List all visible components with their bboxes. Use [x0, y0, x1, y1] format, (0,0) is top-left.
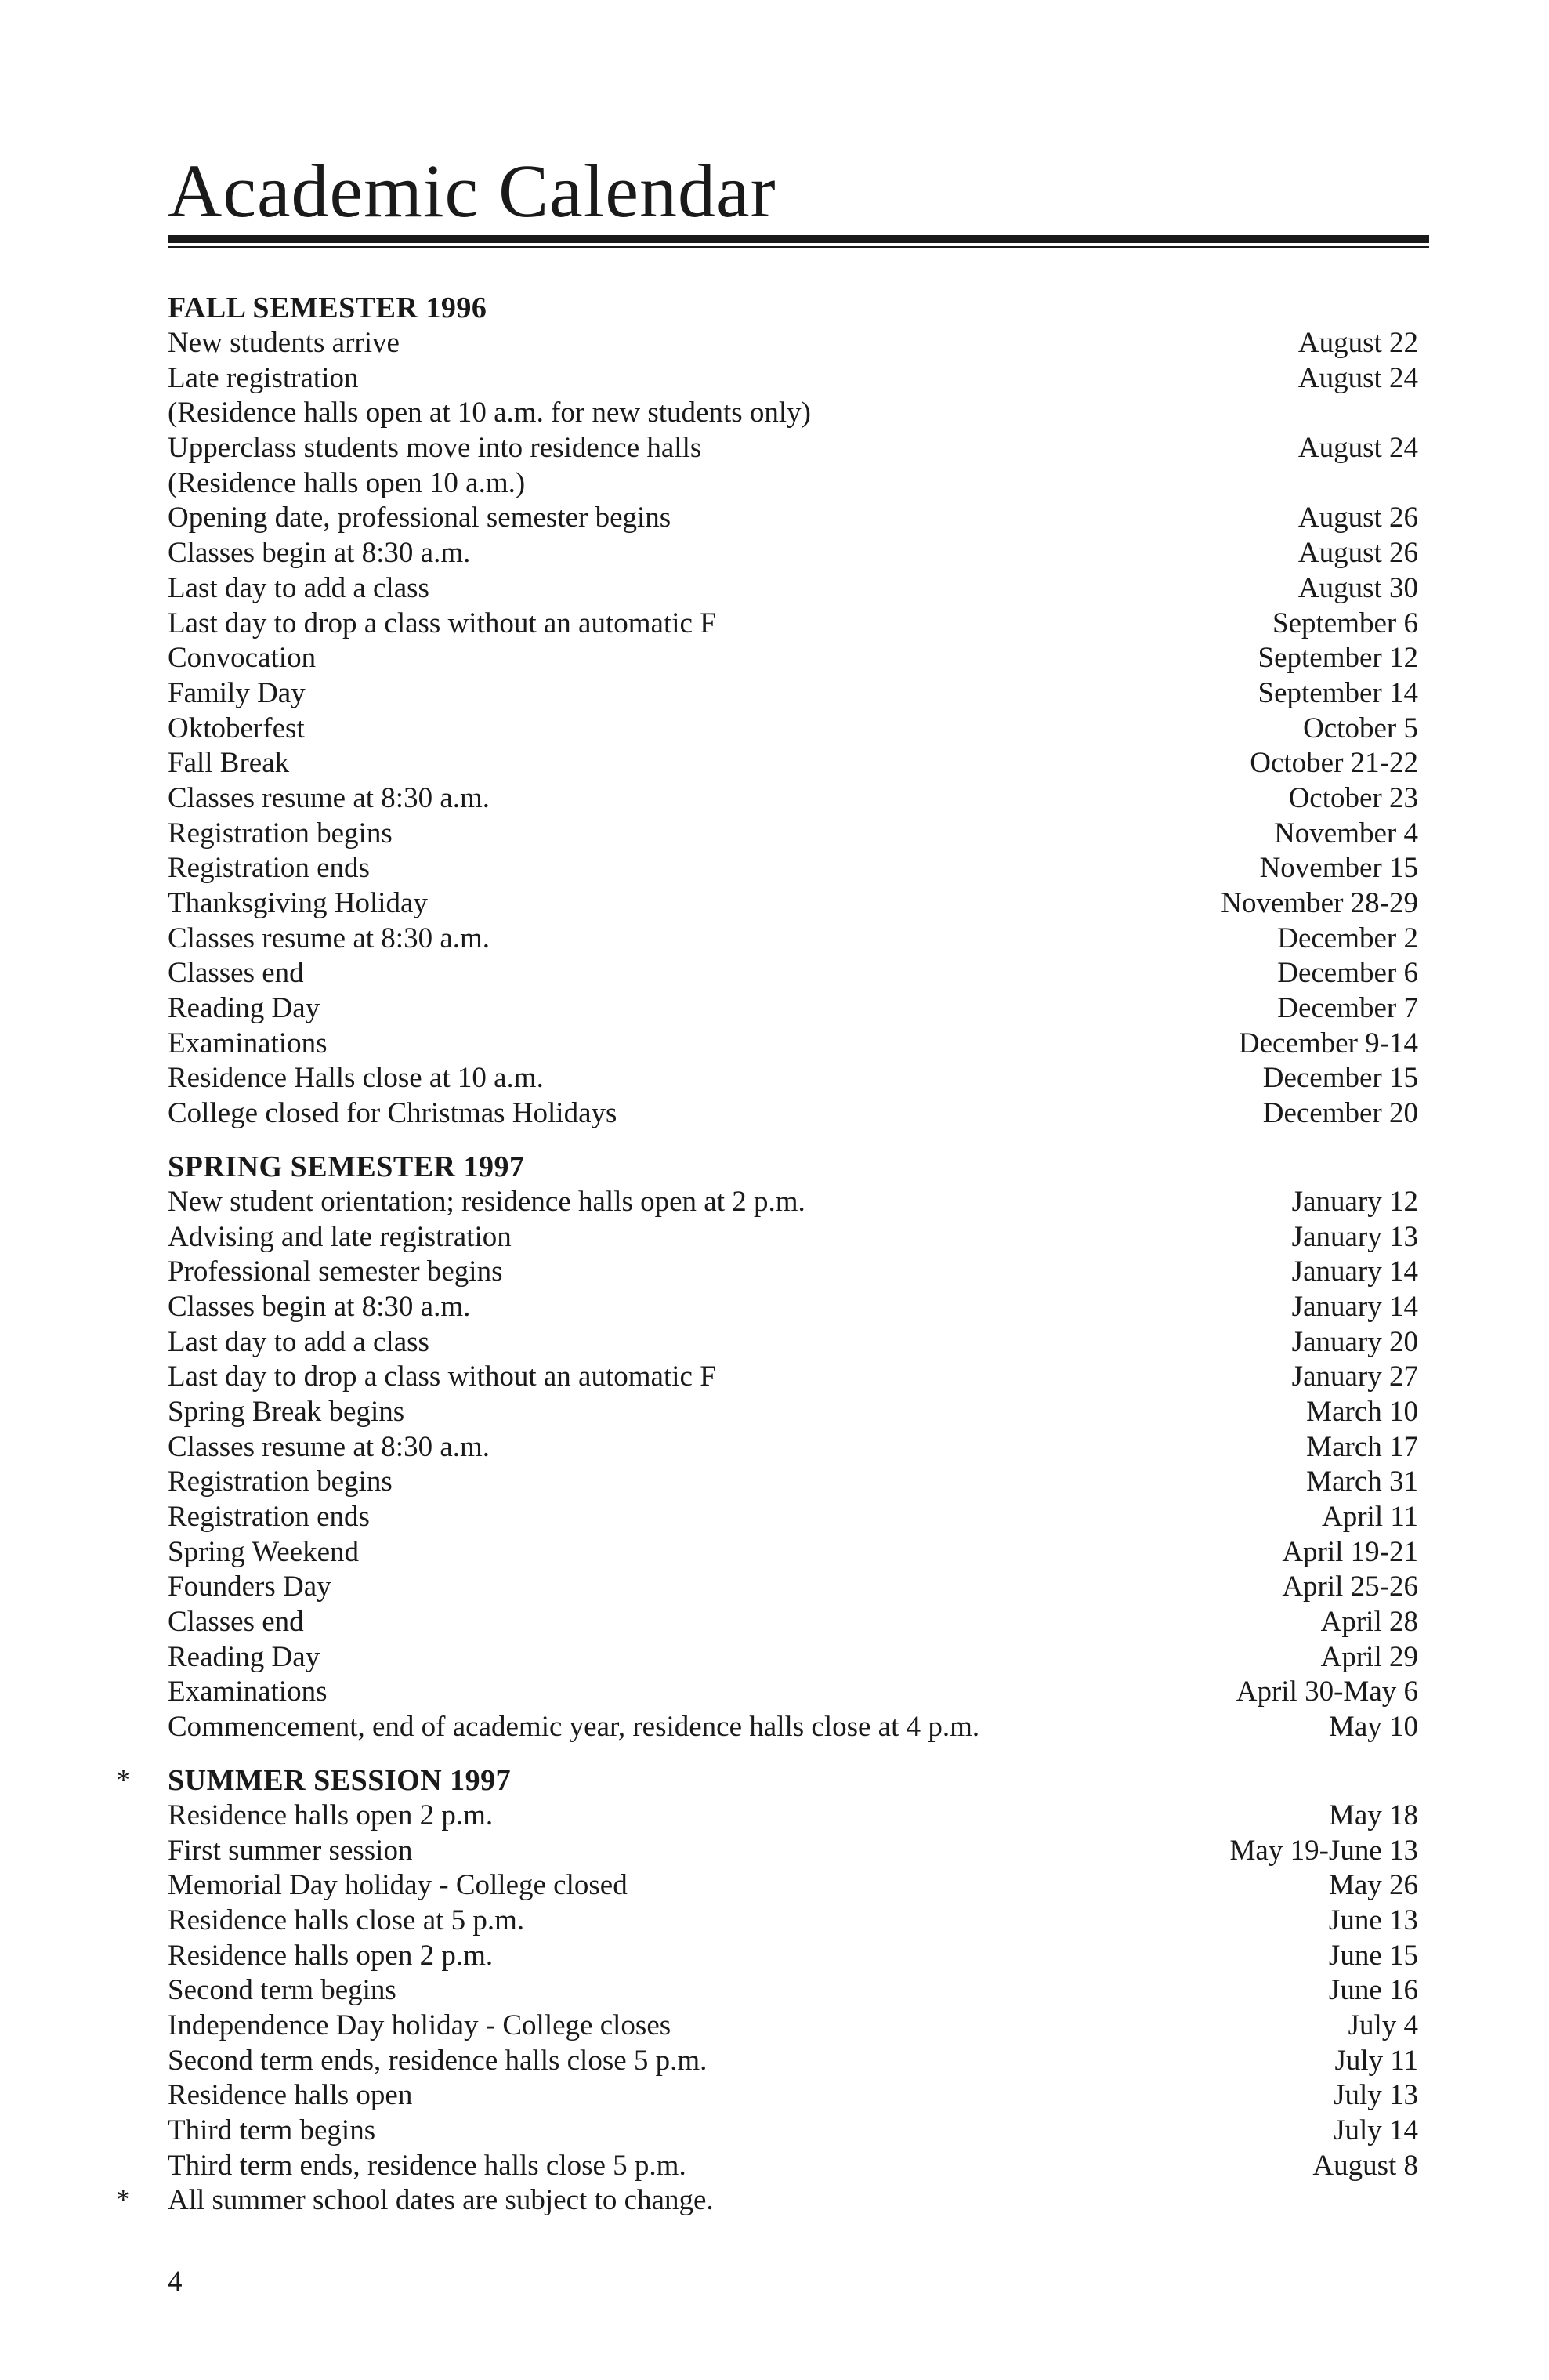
calendar-row: [168, 746, 1418, 781]
section-asterisk: *: [116, 1763, 132, 1797]
section-heading: [168, 290, 1418, 326]
event-date: September 12: [1258, 642, 1418, 675]
event-date: November 4: [1274, 817, 1418, 849]
calendar-row: [168, 1395, 1418, 1430]
calendar-row: [168, 2078, 1418, 2114]
event-date: August 24: [1297, 361, 1418, 394]
event-label: Residence halls open: [168, 2079, 413, 2112]
event-date: September 14: [1258, 676, 1418, 709]
event-date: June 15: [1328, 1939, 1418, 1972]
event-label: (Residence halls open 10 a.m.): [168, 466, 526, 499]
calendar-row: [168, 1027, 1418, 1062]
event-date: October 5: [1303, 712, 1418, 744]
calendar-row: [168, 1799, 1418, 1834]
event-label: Classes end: [168, 957, 304, 990]
event-label: Professional semester begins: [168, 1255, 503, 1288]
title-rule-thin: [168, 246, 1429, 248]
calendar-row: [168, 396, 1418, 431]
calendar-row: [168, 1640, 1418, 1675]
event-label: Residence halls close at 5 p.m.: [168, 1904, 525, 1936]
summer-session-section: [116, 1762, 1418, 2184]
event-label: Commencement, end of academic year, residence halls close at 4 p.m.: [168, 1711, 980, 1744]
calendar-row: [168, 1255, 1418, 1290]
section-heading: [116, 1762, 1418, 1799]
footnote-asterisk: *: [116, 2184, 131, 2217]
event-label: Last day to drop a class without an automatic F: [168, 607, 716, 639]
event-label: Independence Day holiday - College closes: [168, 2009, 671, 2041]
event-label: Examinations: [168, 1675, 328, 1708]
event-label: Registration ends: [168, 1501, 370, 1533]
fall-semester-section: [168, 290, 1418, 1132]
event-date: June 13: [1328, 1904, 1418, 1936]
page-number: 4: [168, 2266, 183, 2298]
event-date: December 6: [1277, 957, 1418, 990]
event-date: August 24: [1297, 432, 1418, 465]
event-date: May 18: [1328, 1799, 1418, 1831]
calendar-row: [168, 536, 1418, 571]
event-label: Advising and late registration: [168, 1220, 512, 1253]
event-date: July 4: [1348, 2009, 1418, 2041]
event-label: Founders Day: [168, 1570, 331, 1603]
event-date: May 10: [1328, 1711, 1418, 1744]
calendar-row: [168, 1973, 1418, 2009]
event-date: August 26: [1297, 537, 1418, 570]
calendar-row: [168, 2114, 1418, 2149]
event-date: April 30-May 6: [1236, 1675, 1418, 1708]
event-date: January 20: [1291, 1325, 1418, 1358]
event-label: Memorial Day holiday - College closed: [168, 1869, 628, 1902]
calendar-row: [168, 1605, 1418, 1640]
event-date: August 8: [1312, 2149, 1418, 2182]
calendar-row: [168, 886, 1418, 922]
event-date: March 10: [1306, 1395, 1418, 1428]
calendar-row: [168, 1710, 1418, 1745]
event-label: Residence halls open 2 p.m.: [168, 1799, 494, 1831]
event-date: August 22: [1297, 327, 1418, 359]
calendar-row: [168, 2044, 1418, 2079]
event-label: Classes resume at 8:30 a.m.: [168, 922, 490, 955]
event-label: Examinations: [168, 1027, 328, 1060]
event-date: April 19-21: [1282, 1535, 1418, 1568]
event-date: November 28-29: [1221, 887, 1418, 919]
event-date: December 2: [1277, 922, 1418, 955]
event-label: Spring Weekend: [168, 1535, 359, 1568]
calendar-row: [168, 607, 1418, 642]
section-heading-text: FALL SEMESTER 1996: [168, 292, 487, 324]
event-label: Residence halls open 2 p.m.: [168, 1939, 494, 1972]
section-heading: [168, 1149, 1418, 1185]
calendar-row: [168, 956, 1418, 991]
event-label: Classes begin at 8:30 a.m.: [168, 537, 471, 570]
event-date: July 11: [1334, 2044, 1418, 2077]
section-spacer: [168, 1132, 1418, 1149]
event-label: Family Day: [168, 676, 306, 709]
event-label: College closed for Christmas Holidays: [168, 1097, 617, 1130]
event-label: Registration begins: [168, 1465, 393, 1498]
event-date: April 29: [1320, 1640, 1418, 1673]
event-label: Residence Halls close at 10 a.m.: [168, 1062, 544, 1095]
event-label: Spring Break begins: [168, 1395, 405, 1428]
event-label: Reading Day: [168, 1640, 320, 1673]
event-date: April 28: [1320, 1606, 1418, 1639]
calendar-row: [168, 431, 1418, 466]
event-label: (Residence halls open at 10 a.m. for new students only): [168, 397, 811, 429]
event-date: August 30: [1297, 571, 1418, 604]
event-date: December 15: [1262, 1062, 1418, 1095]
event-label: Classes begin at 8:30 a.m.: [168, 1290, 471, 1323]
event-label: Opening date, professional semester begins: [168, 502, 671, 534]
calendar-row: [168, 1325, 1418, 1360]
calendar-row: [168, 326, 1418, 361]
calendar-row: [168, 817, 1418, 852]
calendar-row: [168, 361, 1418, 397]
event-date: January 27: [1291, 1360, 1418, 1393]
calendar-row: [168, 501, 1418, 536]
event-label: First summer session: [168, 1834, 413, 1867]
calendar-row: [168, 1465, 1418, 1500]
calendar-row: [168, 1430, 1418, 1465]
event-label: New student orientation; residence halls open at 2 p.m.: [168, 1185, 805, 1218]
event-date: July 14: [1334, 2114, 1418, 2146]
calendar-row: [168, 571, 1418, 607]
event-date: October 23: [1288, 781, 1418, 814]
event-date: May 26: [1328, 1869, 1418, 1902]
calendar-row: [168, 712, 1418, 747]
calendar-row: [168, 641, 1418, 676]
event-date: December 20: [1262, 1097, 1418, 1130]
event-label: Late registration: [168, 361, 359, 394]
calendar-row: [168, 1500, 1418, 1535]
event-label: Last day to add a class: [168, 1325, 429, 1358]
event-date: March 17: [1306, 1430, 1418, 1463]
event-date: November 15: [1259, 852, 1418, 885]
event-label: Upperclass students move into residence halls: [168, 432, 702, 465]
calendar-row: [168, 1570, 1418, 1605]
calendar-row: [168, 922, 1418, 957]
event-label: Classes resume at 8:30 a.m.: [168, 781, 490, 814]
calendar-content: [116, 290, 1418, 2219]
event-label: Registration begins: [168, 817, 393, 849]
event-label: Last day to add a class: [168, 571, 429, 604]
calendar-row: [168, 1939, 1418, 1974]
calendar-row: [168, 781, 1418, 817]
event-label: Fall Break: [168, 747, 290, 780]
calendar-row: [168, 1360, 1418, 1395]
section-heading-text: SPRING SEMESTER 1997: [168, 1150, 525, 1183]
event-date: January 12: [1291, 1185, 1418, 1218]
event-date: April 25-26: [1282, 1570, 1418, 1603]
event-label: Convocation: [168, 642, 317, 675]
event-date: March 31: [1306, 1465, 1418, 1498]
event-label: New students arrive: [168, 327, 400, 359]
event-date: May 19-June 13: [1229, 1834, 1418, 1867]
event-label: Registration ends: [168, 852, 370, 885]
event-date: January 14: [1291, 1290, 1418, 1323]
event-label: Second term begins: [168, 1974, 396, 2007]
calendar-row: [168, 466, 1418, 502]
calendar-row: [168, 1061, 1418, 1096]
calendar-row: [168, 1185, 1418, 1220]
page-title: Academic Calendar: [168, 149, 776, 233]
title-rule-thick: [168, 235, 1429, 243]
calendar-row: [168, 676, 1418, 712]
event-date: September 6: [1272, 607, 1418, 639]
calendar-row: [168, 1834, 1418, 1869]
event-label: Oktoberfest: [168, 712, 305, 744]
event-date: December 7: [1277, 992, 1418, 1025]
calendar-row: [168, 1535, 1418, 1570]
event-date: October 21-22: [1250, 747, 1418, 780]
footnote-text: All summer school dates are subject to change.: [168, 2184, 714, 2217]
event-date: July 13: [1334, 2079, 1418, 2112]
event-label: Thanksgiving Holiday: [168, 887, 428, 919]
spring-semester-section: [168, 1149, 1418, 1745]
calendar-row: [168, 1220, 1418, 1255]
calendar-row: [168, 1290, 1418, 1325]
summer-footnote: [116, 2183, 1418, 2219]
event-date: December 9-14: [1238, 1027, 1418, 1060]
event-label: Last day to drop a class without an automatic F: [168, 1360, 716, 1393]
event-label: Reading Day: [168, 992, 320, 1025]
calendar-row: [168, 2009, 1418, 2044]
calendar-row: [168, 991, 1418, 1027]
calendar-row: [168, 1096, 1418, 1132]
section-spacer: [168, 1745, 1418, 1762]
event-label: Second term ends, residence halls close 5 p.m.: [168, 2044, 708, 2077]
section-heading-text: SUMMER SESSION 1997: [168, 1763, 512, 1797]
event-date: April 11: [1322, 1501, 1418, 1533]
event-label: Classes resume at 8:30 a.m.: [168, 1430, 490, 1463]
event-date: January 13: [1291, 1220, 1418, 1253]
calendar-row: [168, 1675, 1418, 1710]
calendar-row: [168, 1868, 1418, 1904]
calendar-row: [168, 851, 1418, 886]
event-date: January 14: [1291, 1255, 1418, 1288]
event-label: Third term ends, residence halls close 5 p.m.: [168, 2149, 686, 2182]
event-date: June 16: [1328, 1974, 1418, 2007]
event-label: Third term begins: [168, 2114, 376, 2146]
event-date: August 26: [1297, 502, 1418, 534]
event-label: Classes end: [168, 1606, 304, 1639]
calendar-row: [168, 1904, 1418, 1939]
calendar-row: [168, 2149, 1418, 2184]
